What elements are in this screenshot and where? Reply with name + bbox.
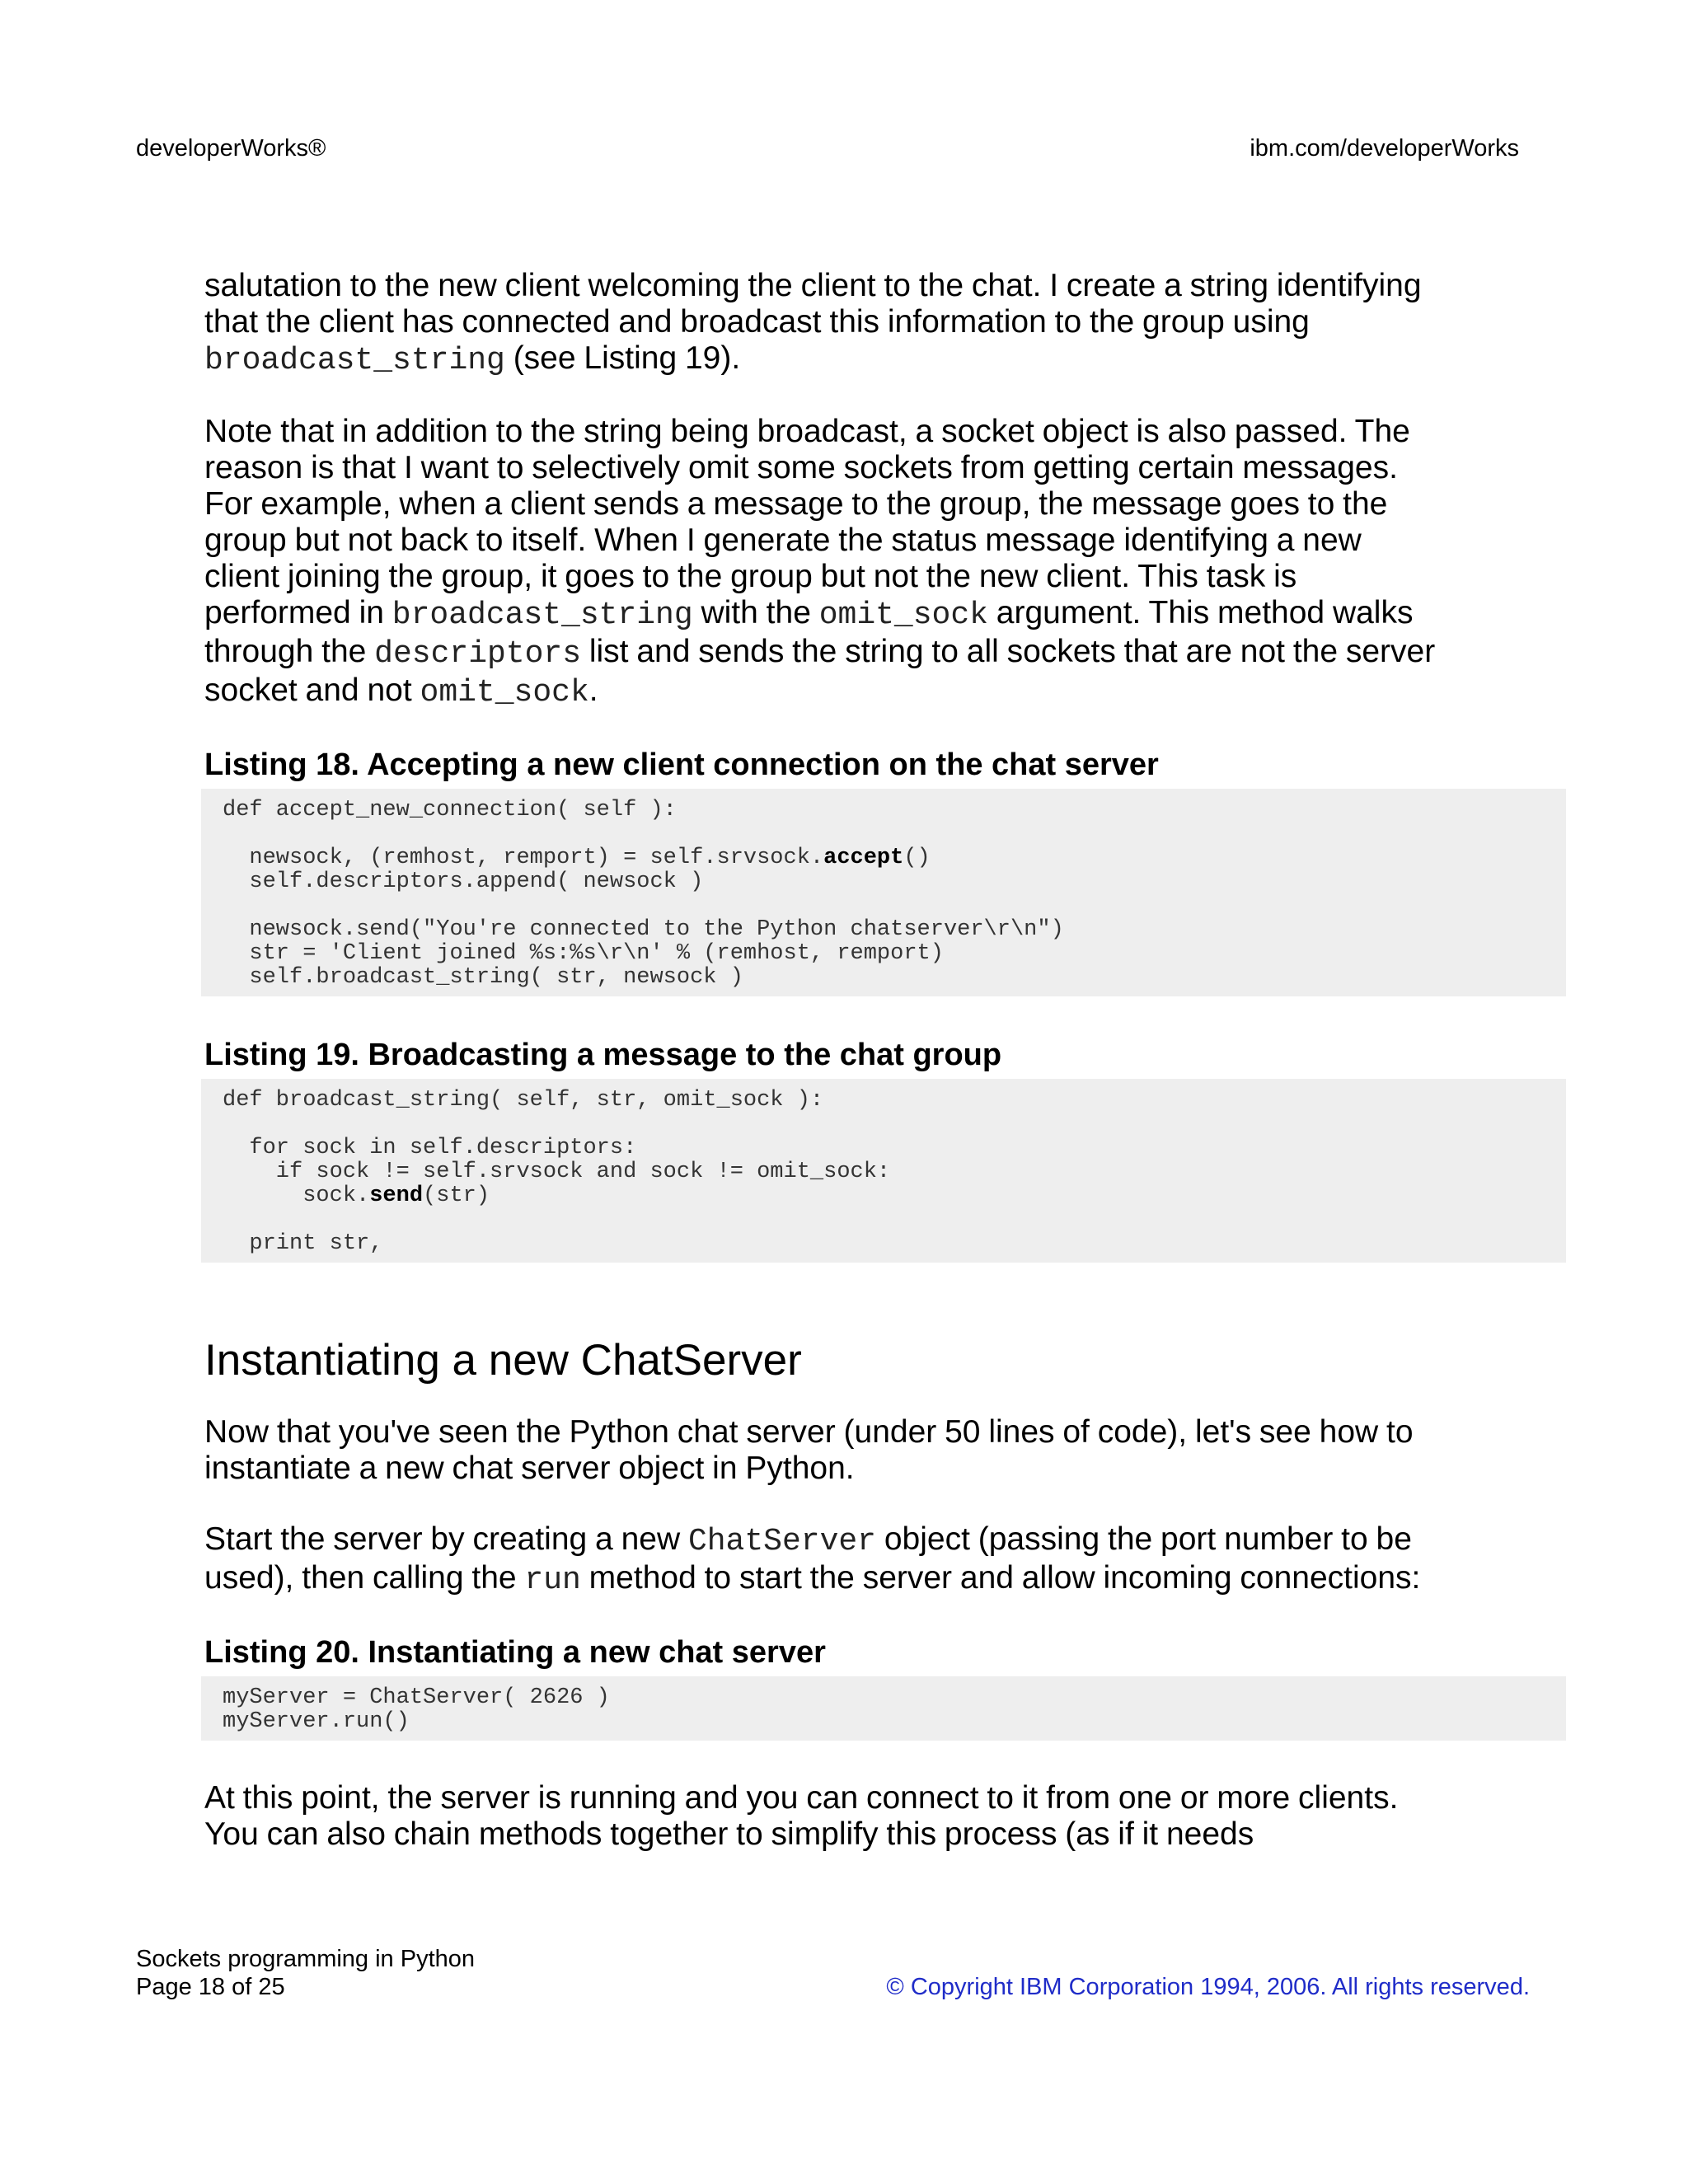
footer-page-number: Page 18 of 25 [136, 1974, 285, 2000]
inline-code-chatserver: ChatServer [687, 1524, 876, 1559]
paragraph-salutation: salutation to the new client welcoming the client to the chat. I create a string identifying that the client has connected and broadcast this information to the group using broadcast_string (see Listing 19). [204, 268, 1422, 378]
header-brand: developerWorks® [136, 135, 326, 162]
inline-code-broadcast-string: broadcast_string [204, 343, 505, 378]
article-body [204, 268, 1573, 1887]
paragraph-intro: Now that you've seen the Python chat server (under 50 lines of code), let's see how to instantiate a new chat server object in Python. [204, 1414, 1414, 1486]
listing-20-code: myServer = ChatServer( 2626 ) myServer.run() [201, 1676, 1566, 1741]
inline-code-omit-sock: omit_sock [420, 675, 589, 710]
paragraph-omit-sock: Note that in addition to the string being broadcast, a socket object is also passed. The reason is that I want to selectively omit some sockets from getting certain messages. For example, when a client sends a message to the group, the message goes to the group but not back to itself. When I generate the status message identifying a new client joining the group, it goes to the group but not the new client. This task is performed in broadcast_string with the omit_sock argument. This method walks through the descriptors list and sends the string to all sockets that are not the server socket and not omit_sock. [204, 414, 1436, 710]
listing-20-title: Listing 20. Instantiating a new chat server [204, 1635, 826, 1670]
section-heading: Instantiating a new ChatServer [204, 1336, 802, 1385]
listing-18-code: def accept_new_connection( self ): newsock, (remhost, remport) = self.srvsock.accept() self.descriptors.append( newsock ) newsock.send("You're connected to the Python chatserver\r\n") str = 'Client joined %s:%s\r\n' % (remhost, remport) self.broadcast_string( str, newsock ) [201, 789, 1566, 996]
paragraph-start-server: Start the server by creating a new ChatServer object (passing the port number to be used), then calling the run method to start the server and allow incoming connections: [204, 1521, 1421, 1598]
listing-19-code: def broadcast_string( self, str, omit_sock ): for sock in self.descriptors: if sock != self.srvsock and sock != omit_sock: sock.send(str) print str, [201, 1079, 1566, 1263]
footer-title: Sockets programming in Python [136, 1946, 476, 1972]
footer-doc-info [136, 1945, 475, 2001]
inline-code-run: run [524, 1563, 581, 1598]
footer-copyright-link[interactable]: © Copyright IBM Corporation 1994, 2006. All rights reserved. [886, 1974, 1530, 2000]
inline-code-descriptors: descriptors [374, 636, 582, 672]
inline-code-broadcast-string: broadcast_string [392, 598, 693, 633]
header-site-link[interactable]: ibm.com/developerWorks [1250, 135, 1519, 162]
listing-18-title: Listing 18. Accepting a new client connection on the chat server [204, 748, 1159, 782]
inline-code-omit-sock: omit_sock [818, 598, 988, 633]
listing-19-title: Listing 19. Broadcasting a message to the chat group [204, 1038, 1002, 1072]
paragraph-server-running: At this point, the server is running and you can connect to it from one or more clients. You can also chain methods together to simplify this process (as if it needs [204, 1780, 1399, 1852]
